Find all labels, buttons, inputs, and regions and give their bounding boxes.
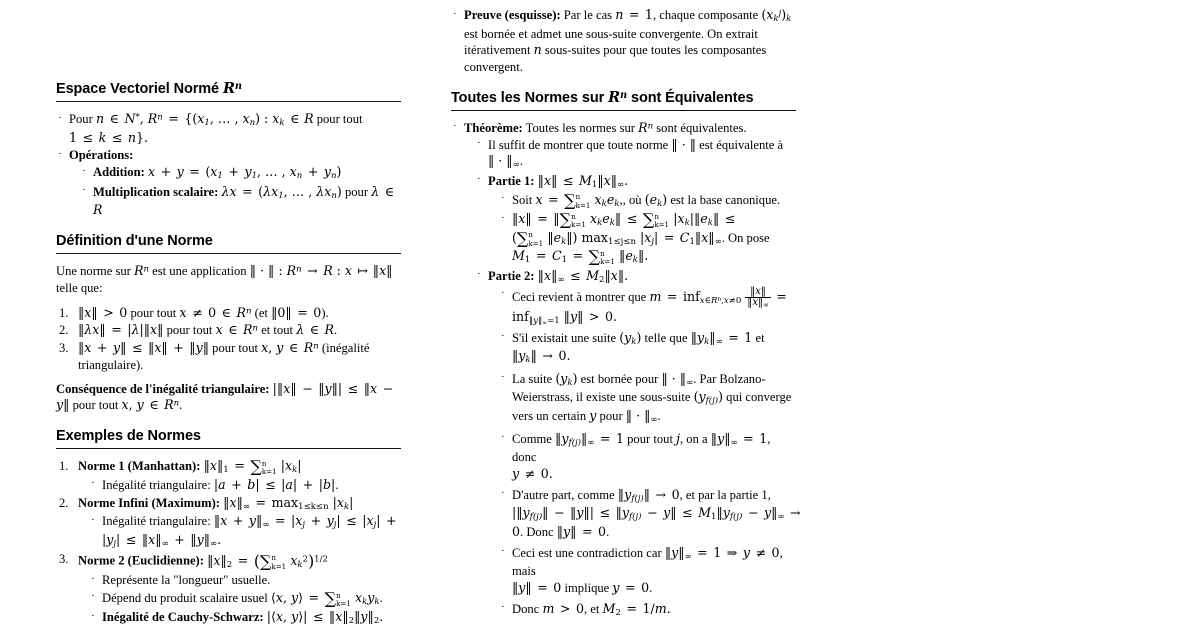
- math-expr-cont: R: [304, 111, 314, 127]
- list-item: [451, 7, 796, 76]
- math-norm-x: ‖x‖: [372, 263, 393, 279]
- item-label: Théorème:: [464, 120, 523, 135]
- list-item: [56, 551, 401, 628]
- consequence-label: Conséquence de l'inégalité triangulaire:: [56, 381, 270, 396]
- math-norm-inf: ‖ · $‖_\infty$: [625, 407, 658, 426]
- math-expr: $(y_{f(j)})$: [693, 389, 724, 407]
- math-expr: $‖x‖_\infty = \max_{1\le k\le n} |x_k|$: [223, 494, 354, 512]
- text-fragment: Soit: [512, 192, 536, 207]
- math-expr: $‖y_{f(j)}‖ \to 0$: [617, 486, 680, 504]
- sublist: [89, 477, 401, 494]
- math-expr: ‖λx‖ = |λ|‖x‖: [78, 322, 164, 338]
- bullet-icon: ·: [501, 330, 505, 343]
- list-item: [475, 173, 796, 267]
- text-fragment: , chaque composante: [652, 8, 762, 22]
- math-expr-cont: y‖: [56, 397, 70, 413]
- item-label: Norme 2 (Euclidienne):: [78, 553, 204, 568]
- text-fragment: . Donc: [520, 524, 557, 539]
- item-label: Inégalité de Cauchy-Schwarz:: [102, 610, 264, 625]
- list-item: [80, 164, 401, 183]
- math-expr: n = 1: [615, 7, 653, 22]
- text-fragment: est bornée pour: [577, 371, 662, 386]
- text-fragment: pour tout: [69, 398, 122, 413]
- text-fragment: , et par la partie 1,: [679, 487, 771, 502]
- math-expr: $(y_k)$: [619, 329, 642, 347]
- math-expr: ‖x + $y‖_\infty = |x_j + y_j| \le |x_j|$ +: [213, 513, 397, 531]
- math-norm-inf: ‖ · $‖_\infty$: [661, 370, 694, 388]
- list-item: [499, 330, 796, 367]
- bullet-icon: ·: [501, 431, 505, 444]
- heading-rule: [451, 110, 796, 111]
- text-fragment: .: [657, 408, 661, 423]
- math-expr: $‖y_k‖_\infty = 1$: [690, 329, 753, 347]
- list-item: [475, 137, 796, 172]
- list-item: ‖x‖ > 0 pour tout x ≠ 0 ∈ $R^n$ (et ‖0‖ = 0).: [78, 304, 329, 320]
- list-item: [499, 545, 796, 597]
- math-Rn: $R^n$: [134, 263, 149, 279]
- list-item: [475, 267, 801, 619]
- math-expr: $‖x‖_1$ = ∑ n k=1 $|x_k|$: [203, 457, 302, 477]
- math-expr: x, y ∈ $R^n$: [121, 397, 180, 413]
- text-fragment: telle que: [641, 330, 691, 345]
- bullet-icon: ·: [453, 120, 457, 133]
- bullet-icon: ·: [477, 173, 481, 186]
- text-fragment: , et: [584, 601, 603, 616]
- math-expr: |‖x‖ − ‖y‖| ≤ ‖x −: [272, 380, 394, 396]
- item-label: Multiplication scalaire:: [93, 184, 219, 199]
- text-fragment: . Par Bolzano-Weierstrass, il existe une sous-suite: [512, 371, 766, 405]
- right-column: [451, 7, 801, 626]
- list-item: [499, 431, 796, 483]
- math-expr: ‖0‖ = 0: [271, 304, 322, 320]
- math-expr-cont: y = 0: [612, 579, 650, 595]
- section-toutes-normes-equivalentes: [451, 88, 801, 619]
- math-expr: $(x_k^j)_k$: [761, 7, 792, 25]
- list-norms: [56, 458, 401, 628]
- item-label: Norme Infini (Maximum):: [78, 495, 221, 510]
- bullet-icon: ·: [82, 184, 86, 197]
- math-expr: $‖y‖_\infty = 1$ ⇒ y ≠ 0: [664, 544, 780, 562]
- math-expr-cont: inf$_{‖y‖_\infty=1}$ ‖y‖ > 0.: [512, 309, 618, 327]
- math-expr: x ∈ $R^n$: [215, 322, 259, 338]
- text-fragment: est une application: [149, 264, 250, 279]
- item-text: Pour: [69, 112, 96, 127]
- list-item: [56, 340, 401, 373]
- math-expr: $‖y_{f(j)}‖_\infty = 1$: [555, 430, 624, 448]
- list-item: [499, 486, 801, 541]
- text-fragment: .: [519, 154, 523, 169]
- item-label: Inégalité triangulaire:: [102, 477, 211, 492]
- item-text: pour: [341, 184, 372, 199]
- list-axioms: [56, 305, 401, 374]
- math-norm-generic: ‖ · ‖: [671, 136, 696, 152]
- item-label: Preuve (esquisse):: [464, 8, 561, 22]
- math-expr-cont: y ≠ 0.: [512, 465, 553, 481]
- math-expr: $(e_k)$: [644, 191, 668, 209]
- text-fragment: pour tout: [623, 431, 677, 446]
- math-expr: $‖x‖_\infty$ ≤ $M_2‖x‖$.: [537, 267, 629, 286]
- math-expr: x = ∑ n k=1 $x_ke_k$: [535, 190, 620, 210]
- text-fragment: La suite: [512, 371, 556, 386]
- paragraph-consequence: Conséquence de l'inégalité triangulaire: |‖x‖ − ‖y‖| ≤ ‖x − y‖ pour tout x, y ∈ $R^n$.: [56, 380, 394, 413]
- bullet-icon: ·: [501, 545, 505, 558]
- text-fragment: et: [752, 330, 765, 345]
- text-fragment: . On pose: [721, 230, 770, 245]
- math-norm-inf: ‖ · $‖_\infty$: [488, 153, 520, 171]
- text-fragment: Ceci revient à montrer que: [512, 289, 650, 304]
- list-item: [56, 147, 401, 219]
- heading-rule: [56, 448, 401, 449]
- heading-text: Toutes les Normes sur: [451, 89, 609, 106]
- math-expr-cont: $‖y_k‖ \to 0$.: [512, 348, 571, 366]
- math-expr: n ∈ N*, $R^n = \{(x_1$, … , $x_n$) : $x_k$ ∈: [95, 111, 300, 129]
- text-fragment: Ceci est une contradiction car: [512, 545, 665, 560]
- math-expr: $‖y‖_\infty = 1$: [710, 430, 768, 448]
- bullet-icon: ·: [477, 137, 481, 150]
- text-fragment: pour tout: [163, 323, 216, 338]
- math-j: j: [676, 430, 680, 446]
- text-fragment: Donc: [512, 601, 543, 616]
- math-expr: m = inf$_{x\in R^n,x\ne 0}$ $\frac{‖x‖}{‖x‖_\infty}$ =: [649, 285, 787, 309]
- text-fragment: , mais: [512, 545, 783, 579]
- list-item: [451, 119, 801, 619]
- heading-rule: [56, 253, 401, 254]
- text-fragment: pour tout: [209, 341, 262, 356]
- text-fragment: Une norme sur: [56, 264, 134, 279]
- text-fragment: Il suffit de montrer que toute norme: [488, 137, 672, 152]
- paragraph-definition: [56, 263, 401, 296]
- bullet-icon: ·: [82, 164, 86, 177]
- heading-toutes-normes-equivalentes: [451, 89, 796, 107]
- math-expr: $x + y = (x_1 + y_1$, … , $x_n + y_n$): [147, 164, 342, 182]
- list-item: [499, 287, 796, 329]
- list-item: [89, 513, 401, 550]
- item-label: Partie 1:: [488, 173, 535, 188]
- bullet-icon: ·: [58, 111, 62, 124]
- heading-rule: [56, 101, 401, 102]
- sublist: [89, 572, 401, 628]
- bullet-icon: ·: [91, 477, 95, 490]
- sublist-partie1: [499, 192, 796, 267]
- section-espace-vectoriel-norme: [56, 80, 401, 219]
- text-fragment: pour tout: [127, 305, 180, 320]
- math-expr: $M_2 = 1/m$.: [602, 600, 671, 618]
- text-fragment: S'il existait une suite: [512, 330, 620, 345]
- list-espace-vectoriel: [56, 111, 401, 219]
- text-fragment: .: [649, 580, 653, 595]
- text-fragment: sous-suites pour que toutes les composantes convergent.: [464, 43, 767, 75]
- math-expr: ‖x‖ > 0: [78, 304, 128, 320]
- text-fragment: , on a: [680, 431, 711, 446]
- math-expr-cont: $M_1 = C_1$ = ∑ n k=1 $‖e_k‖$.: [512, 247, 649, 267]
- bullet-icon: ·: [91, 513, 95, 526]
- math-expr: ‖x‖ ≤ $M_1‖x‖_\infty$.: [537, 172, 629, 191]
- sublist-theoreme: [475, 136, 801, 620]
- math-expr: $(y_k)$: [555, 370, 578, 388]
- bullet-icon: ·: [501, 601, 505, 614]
- list-preuve: [451, 7, 796, 76]
- math-expr-cont: ‖y‖ = 0: [556, 523, 607, 539]
- list-item: · Soit x = ∑ n k=1 $x_ke_k$,, où $(e_k)$ est la base canonique.: [501, 190, 781, 210]
- math-expr-cont: (∑ n k=1 $‖e_k‖$) $\max_{1\le j\le n} |x_j|$ = $C_1‖x‖_\infty$: [512, 228, 722, 248]
- math-expr: ⟨x, y⟩ = ∑ n k=1 $x_ky_k$: [270, 588, 380, 608]
- text-fragment: pour: [596, 408, 626, 423]
- list-item: [499, 371, 796, 427]
- bullet-icon: ·: [501, 487, 505, 500]
- heading-math-R: $R^n$: [222, 80, 242, 97]
- text-fragment: , donc: [512, 431, 771, 465]
- math-expr: ‖x + y‖ ≤ ‖x‖ + ‖y‖: [78, 340, 210, 356]
- item-label: Norme 1 (Manhattan):: [78, 459, 201, 474]
- item-label: Inégalité triangulaire:: [102, 514, 211, 529]
- list-item: [56, 458, 401, 493]
- list-theoreme: [451, 119, 801, 619]
- heading-exemples-de-normes: Exemples de Normes: [56, 428, 201, 445]
- item-label: Opérations:: [69, 148, 134, 163]
- sublist: [89, 513, 401, 550]
- text-fragment: telle que:: [56, 280, 103, 295]
- text-fragment: implique: [561, 580, 613, 595]
- bullet-icon: ·: [501, 371, 505, 384]
- math-expr-cont: $|‖y_{f(j)}‖$ − ‖y‖| ≤ $‖y_{f(j)}$ − y‖ ≤ $M_1‖y_{f(j)}$ − $y‖_\infty$ →: [512, 505, 801, 523]
- text-fragment: sont équivalentes.: [653, 120, 747, 135]
- section-definition-norme: [56, 232, 401, 414]
- section-exemples-de-normes: [56, 427, 401, 628]
- bullet-icon: ·: [501, 211, 505, 224]
- list-item: [56, 495, 401, 551]
- math-n: n: [533, 42, 542, 58]
- text-fragment: est équivalente à: [696, 137, 784, 152]
- left-column: [56, 80, 401, 626]
- heading-math-R: $R^n$: [608, 88, 628, 106]
- sublist-operations: [80, 164, 401, 219]
- list-item: [89, 609, 401, 628]
- math-expr: ‖x‖ = ‖∑ n k=1 $x_ke_k‖$ ≤ ∑ n k=1 $|x_k|‖e_k‖$ ≤: [512, 210, 736, 230]
- math-expr: λ ∈ R: [296, 322, 335, 338]
- bullet-icon: ·: [91, 609, 95, 622]
- math-range: 1 ≤ k ≤ n}.: [69, 129, 148, 145]
- text-fragment: D'autre part, comme: [512, 487, 618, 502]
- math-expr: m > 0: [542, 600, 584, 616]
- bullet-icon: ·: [501, 287, 505, 300]
- bullet-icon: ·: [453, 7, 457, 20]
- text-fragment: qui converge vers un certain: [512, 390, 792, 423]
- math-expr-cont: 0: [512, 523, 521, 539]
- list-item: · Inégalité triangulaire: |a + b| ≤ |a| + |b|.: [91, 476, 339, 492]
- text-fragment: est la base canonique.: [667, 192, 781, 207]
- text-fragment: .: [606, 524, 610, 539]
- bullet-icon: ·: [91, 572, 95, 585]
- list-item: [499, 211, 796, 267]
- math-expr: x ≠ 0 ∈ $R^n$: [179, 304, 252, 320]
- bullet-icon: ·: [477, 268, 481, 281]
- text-fragment: Par le cas: [560, 8, 616, 22]
- math-y: y: [589, 407, 597, 423]
- math-expr: |a + b| ≤ |a| + |b|: [213, 476, 336, 492]
- list-item: · Pour n ∈ N*, $R^n = \{(x_1$, … , $x_n$) : $x_k$ ∈ R pour tout 1 ≤ k ≤ n}.: [58, 111, 363, 145]
- text-fragment: , où: [622, 192, 645, 207]
- math-norm-map: ‖ · ‖ : $R^n \to R$ : x ↦: [249, 263, 369, 279]
- heading-text: sont Équivalentes: [627, 89, 754, 106]
- math-expr: $\lambda x = (\lambda x_1$, … , $\lambda x_n$): [221, 183, 342, 201]
- heading-text: Espace Vectoriel Normé: [56, 81, 223, 97]
- math-expr-cont: ‖y‖ = 0: [512, 579, 562, 595]
- bullet-icon: ·: [91, 590, 95, 603]
- heading-espace-vectoriel-norme: [56, 80, 401, 98]
- list-item: [80, 184, 401, 219]
- item-text: Dépend du produit scalaire usuel: [102, 590, 271, 605]
- block-preuve-esquisse: [451, 7, 796, 76]
- math-expr-cont: $|y_j|$ ≤ $‖x‖_\infty$ + $‖y‖_\infty$.: [102, 531, 222, 549]
- item-text: Représente la "longueur" usuelle.: [102, 573, 271, 588]
- math-expr: |⟨x, y⟩| ≤ $‖x‖_2‖y‖_2$.: [266, 609, 384, 627]
- bullet-icon: ·: [501, 192, 505, 205]
- text-fragment: Toutes les normes sur: [522, 120, 639, 135]
- list-item: [499, 601, 796, 620]
- item-label: Partie 2:: [488, 268, 535, 283]
- item-label: Addition:: [93, 165, 145, 180]
- math-expr: λ ∈: [371, 183, 395, 199]
- text-fragment: Comme: [512, 431, 556, 446]
- list-item: · Dépend du produit scalaire usuel ⟨x, y⟩ = ∑ n k=1 $x_ky_k$.: [91, 588, 383, 608]
- math-expr: x, y ∈ $R^n$: [261, 340, 319, 356]
- math-expr: $‖x‖_2$ = (∑ n k=1 $x_k^2)^{1/2}$: [207, 551, 328, 571]
- bullet-icon: ·: [58, 147, 62, 160]
- text-fragment: (inégalité triangulaire).: [78, 341, 370, 372]
- heading-definition-norme: Définition d'une Norme: [56, 233, 213, 250]
- sublist-partie2: [499, 285, 801, 620]
- list-item: [89, 572, 401, 589]
- text-fragment: est bornée et admet une sous-suite convergente. On extrait itérativement: [464, 26, 758, 58]
- math-Rn: $R^n$: [638, 119, 654, 135]
- list-item: ‖λx‖ = |λ|‖x‖ pour tout x ∈ $R^n$ et tout λ ∈ R.: [78, 322, 338, 338]
- math-expr-cont: R: [93, 202, 103, 218]
